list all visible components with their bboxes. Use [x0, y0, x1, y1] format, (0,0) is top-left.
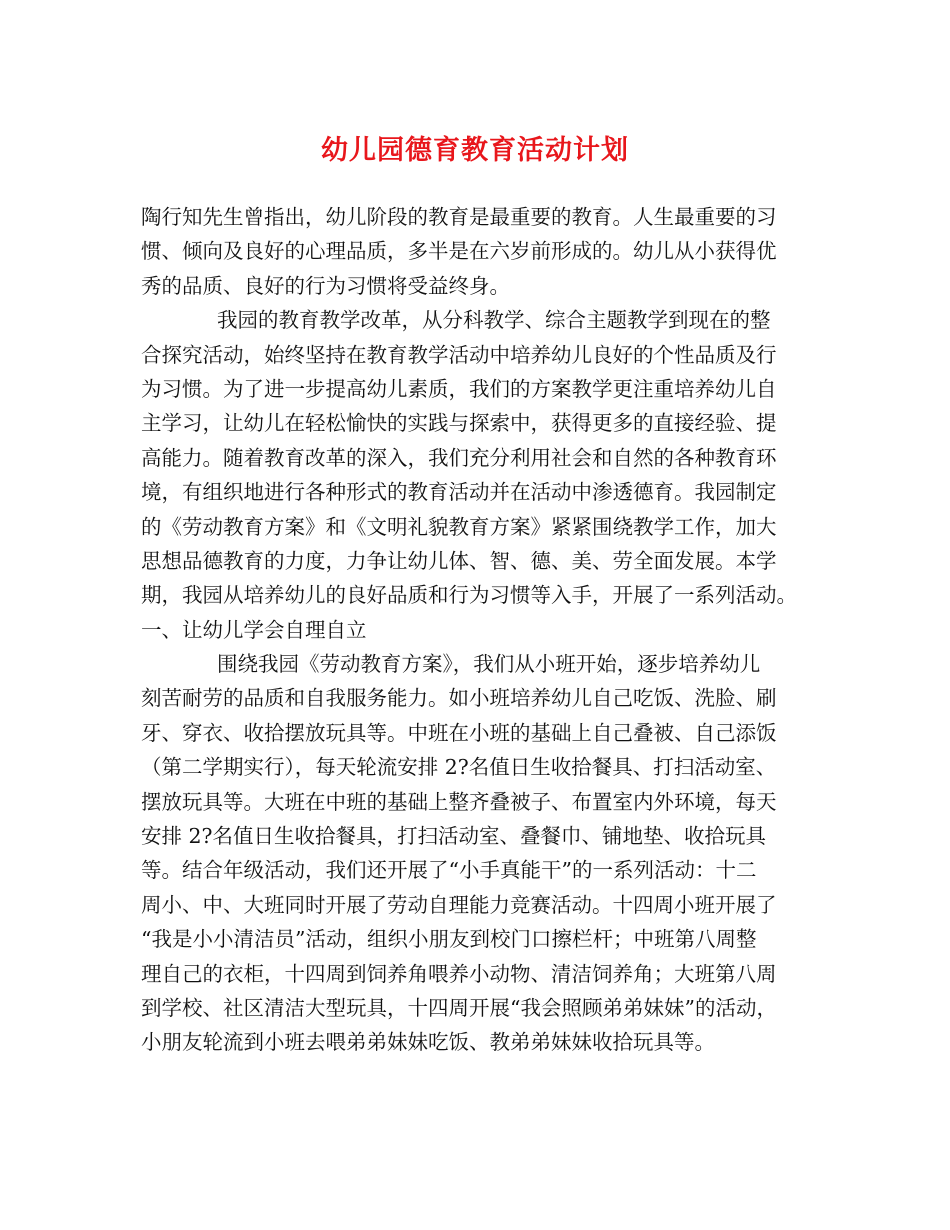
- body-line: 理自己的衣柜，十四周到饲养角喂养小动物、清洁饲养角；大班第八周: [141, 961, 777, 986]
- body-line: 惯、倾向及良好的心理品质，多半是在六岁前形成的。幼儿从小获得优: [141, 239, 777, 264]
- body-line: 高能力。随着教育改革的深入，我们充分利用社会和自然的各种教育环: [141, 445, 777, 470]
- body-line: 到学校、社区清洁大型玩具，十四周开展“我会照顾弟弟妹妹”的活动，: [141, 995, 777, 1020]
- body-line: 围绕我园《劳动教育方案》，我们从小班开始，逐步培养幼儿: [217, 652, 761, 677]
- body-line: 等。结合年级活动，我们还开展了“小手真能干”的一系列活动：十二: [141, 858, 757, 883]
- body-line: 思想品德教育的力度，力争让幼儿体、智、德、美、劳全面发展。本学: [141, 548, 777, 573]
- body-line: 为习惯。为了进一步提高幼儿素质，我们的方案教学更注重培养幼儿自: [141, 376, 777, 401]
- body-line: 刻苦耐劳的品质和自我服务能力。如小班培养幼儿自己吃饭、洗脸、刷: [141, 686, 777, 711]
- body-line: 小朋友轮流到小班去喂弟弟妹妹吃饭、教弟弟妹妹收拾玩具等。: [141, 1030, 715, 1055]
- body-line: 陶行知先生曾指出，幼儿阶段的教育是最重要的教育。人生最重要的习: [141, 205, 777, 229]
- body-line: 摆放玩具等。大班在中班的基础上整齐叠被子、布置室内外环境，每天: [141, 789, 777, 814]
- body-line: 境，有组织地进行各种形式的教育活动并在活动中渗透德育。我园制定: [141, 480, 777, 505]
- document-title: 幼儿园德育教育活动计划: [321, 135, 629, 166]
- body-line: 秀的品质、良好的行为习惯将受益终身。: [141, 273, 510, 298]
- document-body: [141, 200, 829, 1060]
- body-line: （第二学期实行），每天轮流安排 2?名值日生收拾餐具、打扫活动室、: [141, 755, 777, 780]
- body-line: 合探究活动，始终坚持在教育教学活动中培养幼儿良好的个性品质及行: [141, 342, 777, 367]
- body-line: 一、让幼儿学会自理自立: [141, 617, 367, 642]
- body-line: 我园的教育教学改革，从分科教学、综合主题教学到现在的整: [217, 308, 771, 333]
- body-line: 周小、中、大班同时开展了劳动自理能力竞赛活动。十四周小班开展了: [141, 892, 777, 917]
- body-line: 安排 2?名值日生收拾餐具，打扫活动室、叠餐巾、铺地垫、收拾玩具: [141, 824, 767, 849]
- body-line: “我是小小清洁员”活动，组织小朋友到校门口擦栏杆；中班第八周整: [141, 927, 757, 952]
- body-line: 牙、穿衣、收拾摆放玩具等。中班在小班的基础上自己叠被、自己添饭: [141, 720, 777, 745]
- body-line: 期，我园从培养幼儿的良好品质和行为习惯等入手，开展了一系列活动。: [141, 583, 797, 608]
- body-line: 的《劳动教育方案》和《文明礼貌教育方案》紧紧围绕教学工作，加大: [141, 514, 777, 539]
- body-line: 主学习，让幼儿在轻松愉快的实践与探索中，获得更多的直接经验、提: [141, 411, 777, 436]
